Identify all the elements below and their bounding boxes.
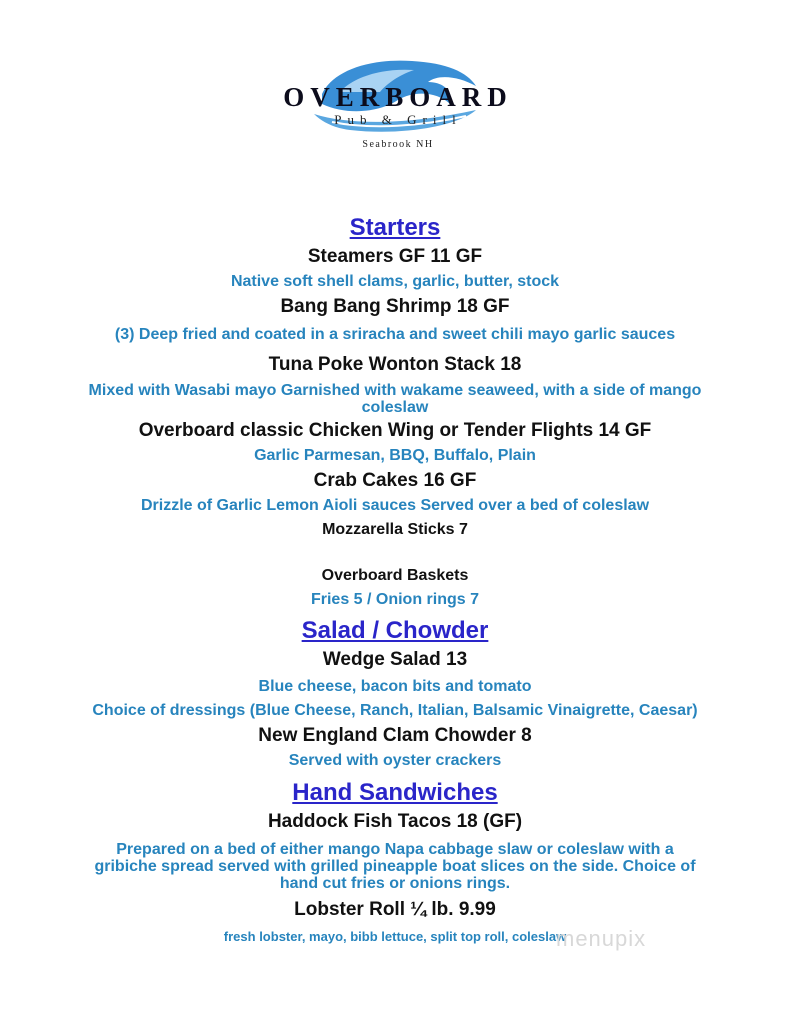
baskets-title: Overboard Baskets: [321, 567, 469, 584]
item-clam-chowder: New England Clam Chowder 8: [258, 725, 532, 746]
desc-tuna-poke-line2: coleslaw: [361, 399, 429, 416]
item-tuna-poke: Tuna Poke Wonton Stack 18: [268, 354, 522, 375]
item-haddock-tacos: Haddock Fish Tacos 18 (GF): [267, 811, 523, 832]
menupix-watermark: menupix: [556, 926, 647, 951]
item-steamers: Steamers GF 11 GF: [307, 246, 483, 267]
item-lobster-roll: Lobster Roll ¼ lb. 9.99: [294, 899, 496, 920]
desc-tuna-poke-line1: Mixed with Wasabi mayo Garnished with wakame seaweed, with a side of mango: [88, 382, 702, 399]
item-bang-bang-shrimp: Bang Bang Shrimp 18 GF: [280, 296, 510, 317]
desc-haddock-tacos-line1: Prepared on a bed of either mango Napa cabbage slaw or coleslaw with a: [116, 841, 674, 858]
desc-lobster-roll: fresh lobster, mayo, bibb lettuce, split top roll, coleslaw: [223, 929, 567, 944]
item-mozzarella-sticks: Mozzarella Sticks 7: [322, 521, 468, 538]
section-heading-hand-sandwiches: Hand Sandwiches: [292, 779, 498, 806]
section-heading-starters: Starters: [349, 214, 441, 241]
desc-clam-chowder: Served with oyster crackers: [288, 752, 502, 769]
desc-wing-flights: Garlic Parmesan, BBQ, Buffalo, Plain: [254, 447, 536, 464]
desc-steamers: Native soft shell clams, garlic, butter, stock: [230, 273, 560, 290]
item-wing-flights: Overboard classic Chicken Wing or Tender Flights 14 GF: [138, 420, 652, 441]
logo-wordmark: OVERBOARD: [283, 82, 513, 112]
desc-wedge-salad: Blue cheese, bacon bits and tomato: [258, 678, 532, 695]
desc-haddock-tacos-line2: gribiche spread served with grilled pineapple boat slices on the side. Choice of: [94, 858, 696, 875]
baskets-options: Fries 5 / Onion rings 7: [310, 591, 480, 608]
logo-location: Seabrook NH: [362, 139, 434, 150]
desc-bang-bang-shrimp: (3) Deep fried and coated in a sriracha and sweet chili mayo garlic sauces: [114, 326, 676, 343]
item-crab-cakes: Crab Cakes 16 GF: [313, 470, 477, 491]
item-wedge-salad: Wedge Salad 13: [322, 649, 468, 670]
desc-crab-cakes: Drizzle of Garlic Lemon Aioli sauces Served over a bed of coleslaw: [140, 497, 650, 514]
desc-haddock-tacos-line3: hand cut fries or onions rings.: [279, 875, 511, 892]
menu-content: [0, 211, 790, 949]
logo-tagline: Pub & Grill: [334, 112, 462, 127]
desc-wedge-dressings: Choice of dressings (Blue Cheese, Ranch, Italian, Balsamic Vinaigrette, Caesar): [92, 702, 698, 719]
restaurant-logo: [262, 52, 534, 162]
section-heading-salad-chowder: Salad / Chowder: [301, 617, 489, 644]
